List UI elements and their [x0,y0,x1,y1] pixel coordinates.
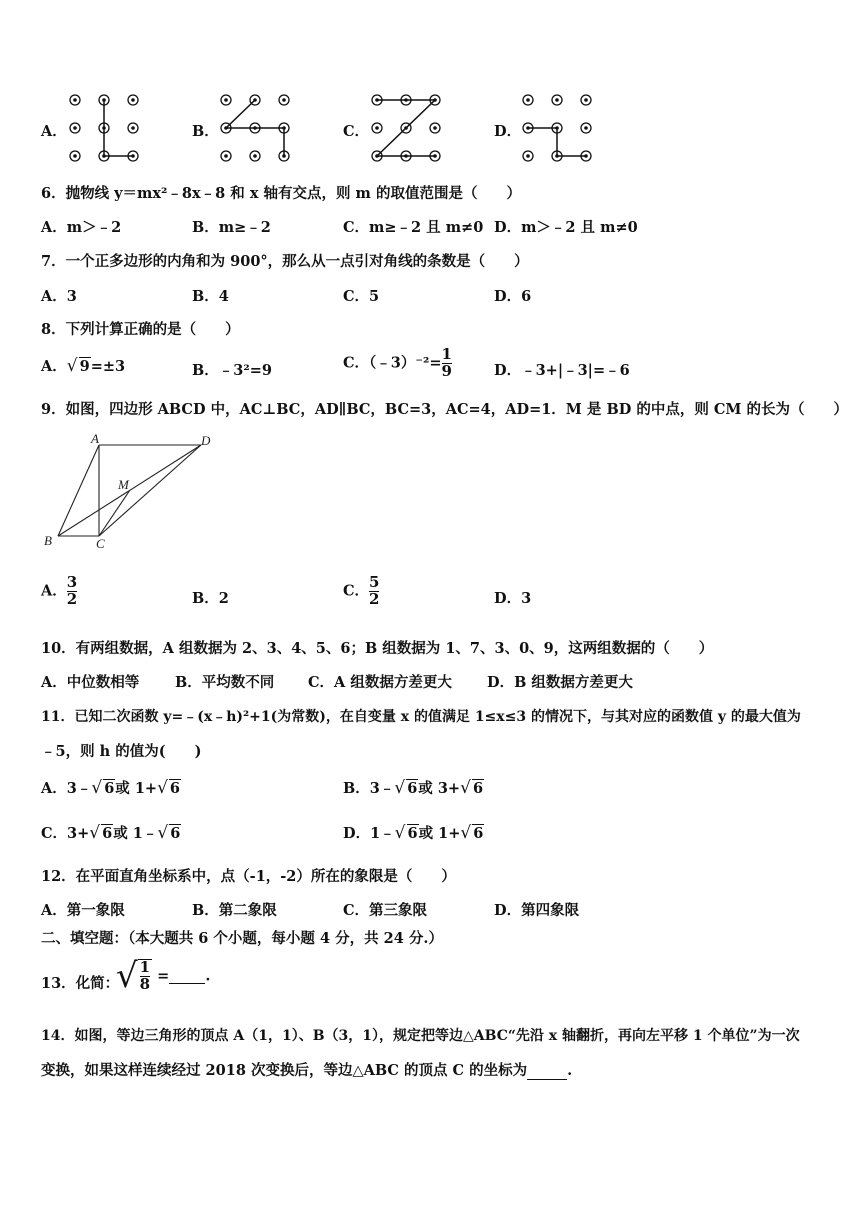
q11-option-d [343,822,484,843]
q14-stem-line2-text: 变换，如果这样连续经过 2018 次变换后，等边△ABC 的顶点 C 的坐标为 [41,1062,528,1079]
sqrt-icon: √ [394,778,406,798]
q11-option-a-radicand-2: 6 [169,780,181,797]
q7-option-b: B．4 [192,288,229,305]
q10-option-b: B．平均数不同 [175,674,275,691]
q9-option-c-label: C． [343,582,370,600]
sqrt-icon: √ [157,778,168,798]
q9-option-a-denominator: 2 [66,589,78,608]
q13-period: . [205,967,211,985]
q13-equals: = [157,967,170,985]
q6-option-a: A．m＞﹣2 [41,219,122,236]
q8-option-c-fraction [442,347,452,380]
q10-stem: 10．有两组数据，A 组数据为 2、3、4、5、6；B 组数据为 1、7、3、0、9，这两组数据的（ ） [41,640,714,657]
sqrt-icon: √ [116,956,138,996]
q11-option-d-radicand-2: 6 [473,825,484,842]
q8-option-c-label: C．（﹣3）⁻²= [343,354,442,372]
q11-option-c-mid: 或 1﹣ [113,825,158,842]
q5-grid-a [60,88,150,168]
q8-stem: 8．下列计算正确的是（ ） [41,321,240,338]
q14-stem-line1: 14．如图，等边三角形的顶点 A（1，1）、B（3，1），规定把等边△ABC“先沿 x 轴翻折，再向左平移 1 个单位”为一次 [41,1028,800,1044]
q11-option-b-radicand-1: 6 [407,780,418,797]
q11-option-a [41,777,181,798]
q9-label-a: A [91,432,99,446]
q11-option-a-label: A．3﹣ [41,780,92,797]
q5-option-a-label: A． [41,123,67,140]
sqrt-icon: √ [91,778,103,798]
q11-option-b-mid: 或 3+ [418,780,461,797]
q9-option-c [343,575,379,608]
sqrt-icon: √ [394,823,406,843]
q7-option-d: D．6 [494,288,532,305]
q9-option-b: B．2 [192,590,229,607]
q8-option-c [343,347,452,380]
q6-option-b: B．m≥﹣2 [192,219,271,236]
q12-option-c: C．第三象限 [343,902,428,919]
q9-option-d: D．3 [494,590,532,607]
q7-option-c: C．5 [343,288,380,305]
q7-option-a: A．3 [41,288,77,305]
q8-option-d: D．﹣3+|﹣3|=﹣6 [494,362,630,379]
q9-label-c: C [96,536,105,551]
q8-option-b: B．﹣3²=9 [192,362,272,379]
q14-answer-blank[interactable] [527,1065,567,1080]
q13-denominator: 8 [139,975,151,993]
q14-stem-line2 [41,1059,572,1080]
sqrt-icon: √ [460,778,471,798]
q9-label-d: D [201,433,211,448]
q9-option-a-numerator: 3 [66,573,78,591]
q9-option-c-denominator: 2 [369,589,380,608]
q5-option-c-label: C． [343,123,370,140]
q6-option-c: C．m≥﹣2 且 m≠0 [343,219,484,236]
sqrt-icon: √ [66,356,78,376]
section-heading: 二、填空题：（本大题共 6 个小题，每小题 4 分，共 24 分.） [41,930,443,947]
q12-option-a: A．第一象限 [41,902,125,919]
q13-numerator: 1 [139,958,151,977]
q9-option-c-fraction [369,575,379,608]
q10-option-a: A．中位数相等 [41,674,140,691]
sqrt-icon: √ [460,823,472,843]
sqrt-icon: √ [89,823,101,843]
q9-option-a [41,575,77,608]
q11-option-d-mid: 或 1+ [418,825,461,842]
q5-option-d-label: D． [494,123,522,140]
q10-option-d: D．B 组数据方差更大 [487,674,633,691]
q11-option-c-label: C．3+ [41,825,90,842]
q6-option-d: D．m＞﹣2 且 m≠0 [494,219,638,236]
q6-stem: 6．抛物线 y＝mx²﹣8x﹣8 和 x 轴有交点，则 m 的取值范围是（ ） [41,185,521,202]
q9-label-m: M [118,477,129,492]
q11-option-d-radicand-1: 6 [407,825,418,842]
sqrt-icon: √ [157,823,169,843]
q5-option-b-label: B． [192,123,219,140]
q11-option-d-label: D．1﹣ [343,825,395,842]
q8-option-a-radicand: 9 [79,358,90,375]
q12-option-d: D．第四象限 [494,902,580,919]
q13-label: 13．化简： [41,975,120,992]
q11-option-b-label: B．3﹣ [343,780,395,797]
q8-option-a [41,355,125,376]
q8-option-a-label: A． [41,358,67,375]
q11-option-c-radicand-1: 6 [102,825,113,842]
q9-figure [40,432,220,552]
q8-option-c-denominator: 9 [441,361,452,380]
q7-stem: 7．一个正多边形的内角和为 900°，那么从一点引对角线的条数是（ ） [41,253,529,270]
q8-option-a-rest: =±3 [90,358,126,375]
q11-stem-line2: ﹣5，则 h 的值为( ) [41,743,202,760]
q11-option-c-radicand-2: 6 [170,825,181,842]
q11-stem-line1: 11．已知二次函数 y=﹣(x﹣h)²+1(为常数)，在自变量 x 的值满足 1≤x≤3 的情况下，与其对应的函数值 y 的最大值为 [41,709,801,725]
q5-grid-b [211,88,301,168]
q9-label-b: B [44,533,52,548]
q9-option-c-numerator: 5 [369,573,380,591]
q11-option-b [343,777,484,798]
q10-option-c: C．A 组数据方差更大 [308,674,452,691]
q9-option-a-label: A． [41,582,67,600]
q11-option-c [41,822,181,843]
q11-option-a-radicand-1: 6 [104,780,115,797]
q9-stem: 9．如图，四边形 ABCD 中，AC⊥BC，AD∥BC，BC=3，AC=4，AD=1．M 是 BD 的中点，则 CM 的长为（ ） [41,401,849,418]
q13-answer-blank[interactable] [169,969,205,984]
q13-fraction [138,959,152,993]
q12-option-b: B．第二象限 [192,902,277,919]
q11-option-b-radicand-2: 6 [472,780,484,797]
q12-stem: 12．在平面直角坐标系中，点（-1，-2）所在的象限是（ ） [41,868,456,885]
q5-grid-d [513,88,603,168]
q11-option-a-mid: 或 1+ [115,780,158,797]
q13-expression [116,956,210,996]
q9-option-a-fraction [67,575,77,608]
q14-period: . [567,1062,573,1079]
q8-option-c-numerator: 1 [441,345,452,363]
q5-grid-c [362,88,452,168]
